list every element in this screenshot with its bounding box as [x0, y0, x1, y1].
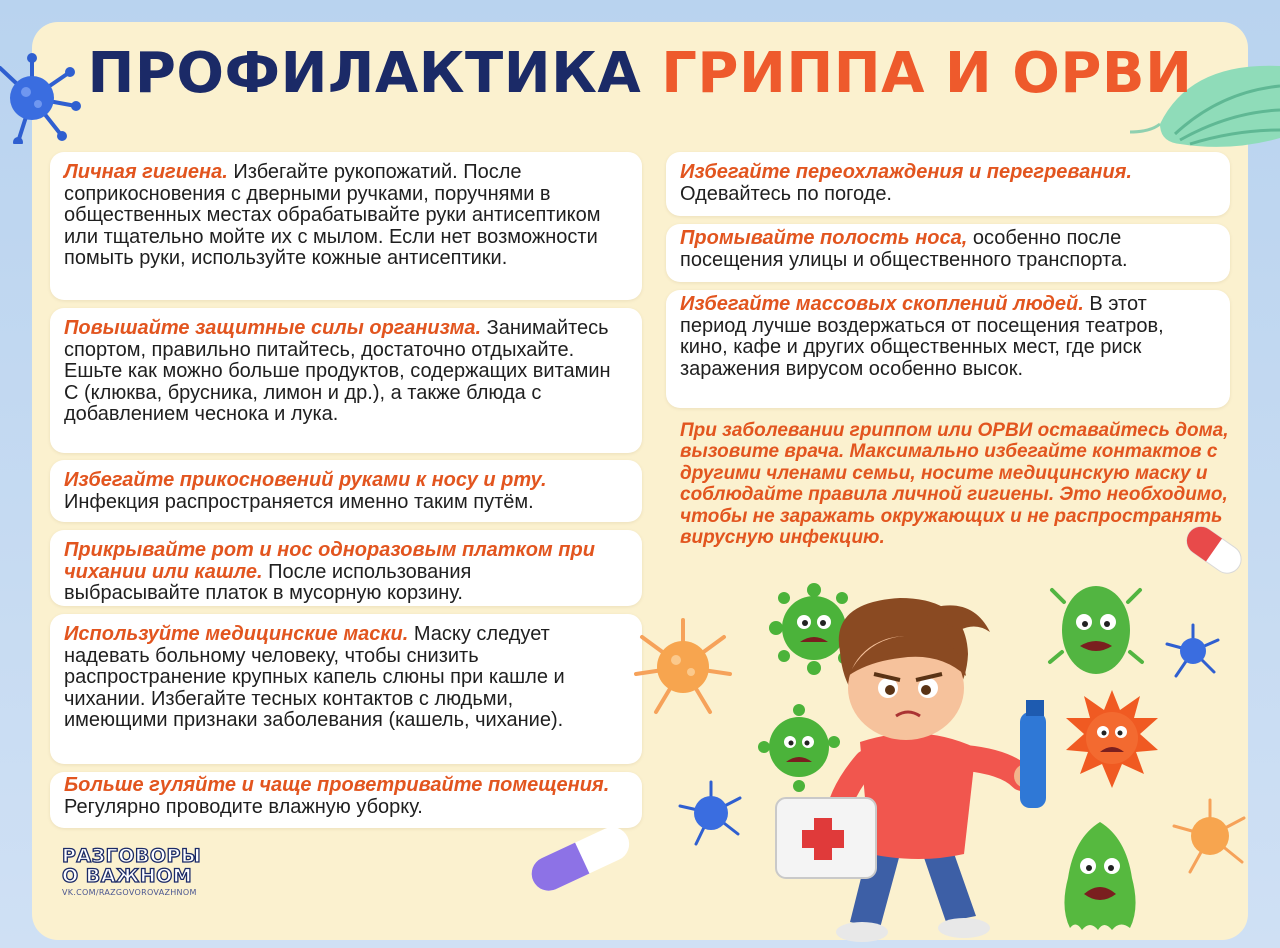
tip-card-immunity — [50, 308, 642, 453]
tip-text: Регулярно проводите влажную уборку. — [64, 795, 423, 818]
virus-icon — [676, 778, 746, 848]
virus-icon — [1170, 796, 1250, 876]
tip-text: Одевайтесь по погоде. — [680, 182, 892, 205]
tip-heading: Больше гуляйте и чаще проветривайте помещения. — [64, 774, 610, 796]
virus-icon — [1164, 622, 1222, 680]
call-to-action-text: При заболевании гриппом или ОРВИ оставайтесь дома, вызовите врача. Максимально избегайте контактов с другими членами семьи, носите медицинскую маску и соблюдайте правила личной гигиены. Это необходимо, чтобы не заражать окружающих и не распространять вирусную инфекцию. — [680, 420, 1229, 549]
logo-line-2: О ВАЖНОМ — [62, 865, 193, 887]
page-title — [0, 41, 1280, 106]
tip-card-cover-mouth — [50, 530, 642, 606]
pill-capsule-icon — [520, 822, 640, 894]
title-part-2: ГРИППА И ОРВИ — [661, 41, 1193, 106]
tip-text: В этот период лучше воздержаться от посещения театров, кино, кафе и других общественных мест, где риск заражения вирусом особенно высок. — [680, 293, 1164, 380]
tip-card-no-touch — [50, 460, 642, 522]
tip-card-masks — [50, 614, 642, 764]
tip-text: Занимайтесь спортом, правильно питайтесь, достаточно отдыхайте. Ешьте как можно больше продуктов, содержащих витамин С (клюква, брусника, лимон и др.), а также блюда с добавлением чеснока и лука. — [64, 317, 611, 426]
tip-card-fresh-air — [50, 772, 642, 828]
tip-heading: Прикрывайте рот и нос одноразовым платком при чихании или кашле. — [64, 539, 595, 583]
tip-heading: Промывайте полость носа, — [680, 227, 968, 249]
tip-text: Маску следует надевать больному человеку, чтобы снизить распространение крупных капель слюны при кашле и чихании. Избегайте тесных контактов с людьми, имеющими признаки заболевания (кашель, чихание). — [64, 623, 565, 732]
tip-text: После использования выбрасывайте платок в мусорную корзину. — [64, 560, 472, 605]
pill-capsule-icon — [1178, 518, 1250, 582]
tip-text: Избегайте рукопожатий. После соприкосновения с дверными ручками, поручнями в общественных местах обрабатывайте руки антисептиком или тщательно мойте их с мылом. Если нет возможности помыть руки, используйте кожные антисептики. — [64, 161, 601, 270]
tip-card-temperature — [666, 152, 1230, 216]
tip-card-nose-rinse — [666, 224, 1230, 282]
logo-url: VK.COM/RAZGOVOROVAZHNOM — [62, 888, 197, 897]
tip-heading: Избегайте прикосновений руками к носу и рту. — [64, 469, 547, 491]
virus-icon — [628, 612, 738, 722]
logo-line-1: РАЗГОВОРЫ — [62, 845, 202, 867]
tip-heading: Повышайте защитные силы организма. — [64, 317, 482, 339]
girl-with-first-aid-kit-illustration — [770, 592, 1080, 944]
tip-card-crowds — [666, 290, 1230, 408]
tip-text: особенно после посещения улицы и общественного транспорта. — [680, 227, 1128, 271]
tip-heading: Используйте медицинские маски. — [64, 623, 409, 645]
title-part-1: ПРОФИЛАКТИКА — [87, 41, 642, 106]
tip-text: Инфекция распространяется именно таким путём. — [64, 490, 534, 513]
tip-heading: Избегайте массовых скоплений людей. — [680, 293, 1084, 315]
tip-heading: Избегайте переохлаждения и перегревания. — [680, 161, 1132, 183]
brand-logo — [62, 846, 201, 897]
tip-heading: Личная гигиена. — [64, 161, 228, 183]
tip-card-hygiene — [50, 152, 642, 300]
